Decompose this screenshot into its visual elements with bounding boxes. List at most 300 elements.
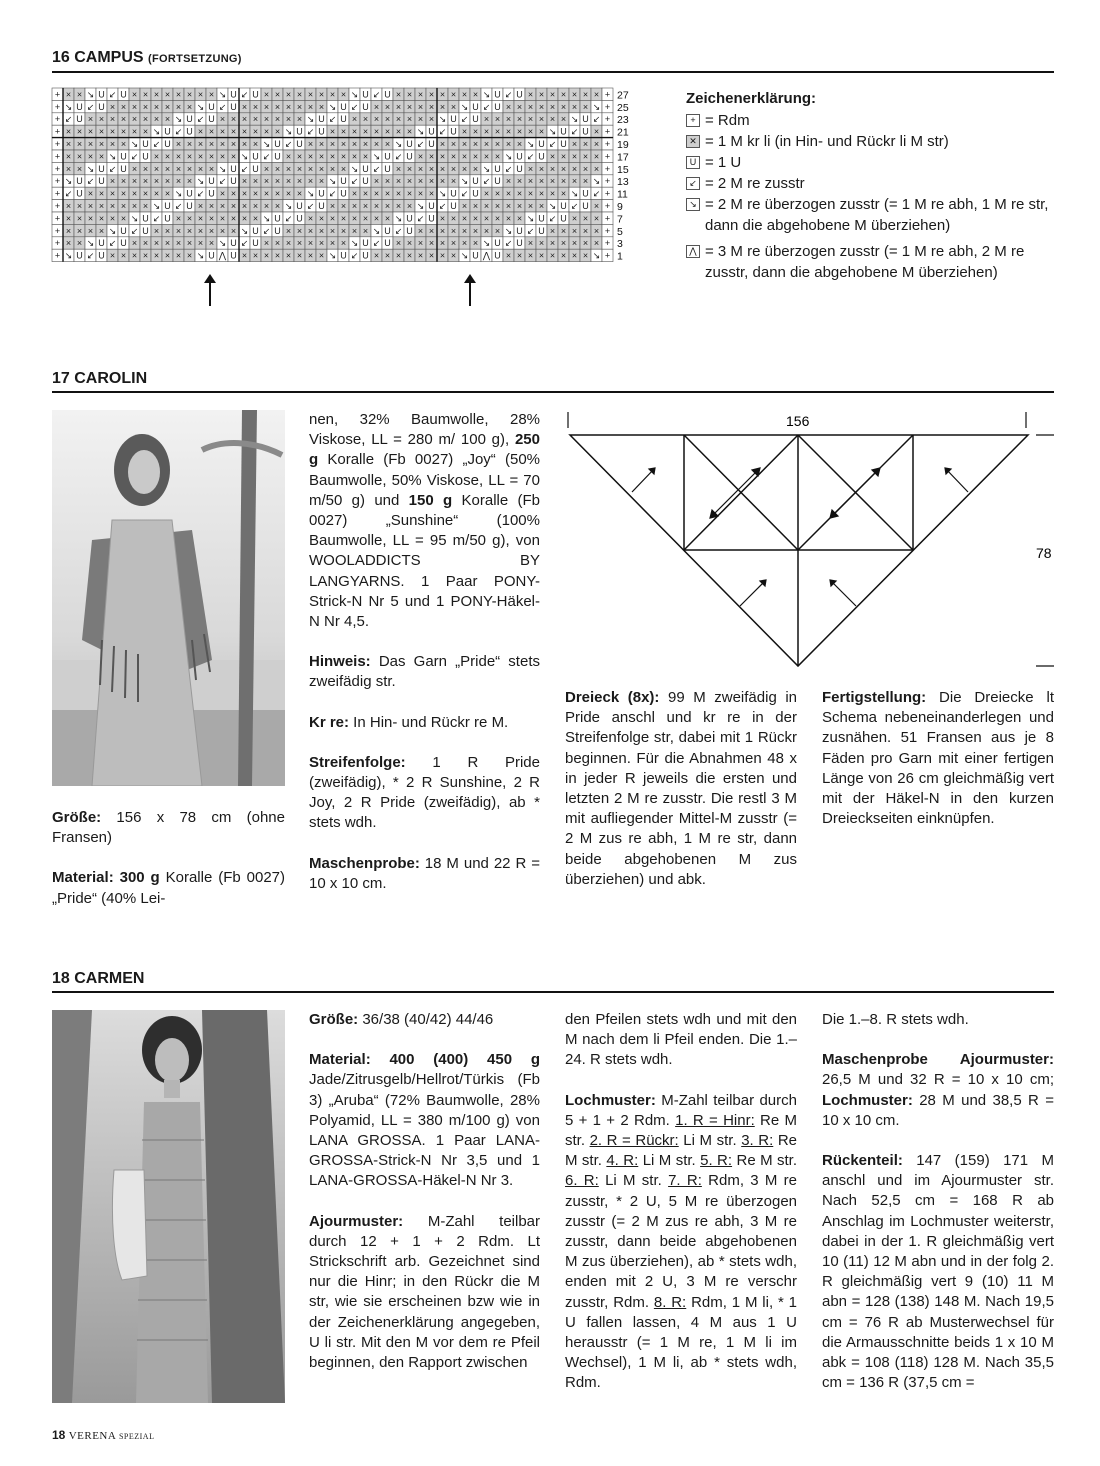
svg-text:×: × — [527, 114, 534, 125]
svg-text:×: × — [307, 225, 314, 236]
svg-text:×: × — [560, 225, 567, 236]
svg-text:×: × — [395, 188, 402, 199]
svg-text:+: + — [604, 114, 611, 125]
svg-text:×: × — [417, 101, 424, 112]
svg-text:×: × — [439, 176, 446, 187]
svg-text:↘: ↘ — [152, 201, 161, 211]
svg-text:×: × — [472, 213, 479, 224]
svg-text:U: U — [208, 188, 215, 199]
svg-text:×: × — [87, 151, 94, 162]
svg-text:+: + — [54, 126, 61, 137]
svg-text:×: × — [65, 89, 72, 100]
svg-text:×: × — [285, 188, 292, 199]
svg-text:×: × — [164, 238, 171, 249]
svg-text:×: × — [472, 126, 479, 137]
svg-text:×: × — [252, 101, 259, 112]
carolin-col-3 — [565, 688, 797, 910]
svg-text:×: × — [538, 250, 545, 261]
svg-text:×: × — [186, 225, 193, 236]
svg-text:×: × — [582, 238, 589, 249]
svg-text:×: × — [142, 201, 149, 211]
svg-text:×: × — [516, 176, 523, 187]
svg-text:U: U — [582, 201, 589, 211]
svg-text:U: U — [494, 163, 501, 174]
svg-text:×: × — [87, 213, 94, 224]
svg-text:×: × — [461, 139, 468, 149]
svg-text:×: × — [219, 213, 226, 224]
svg-text:↙: ↙ — [592, 188, 601, 199]
svg-text:U: U — [494, 176, 501, 187]
svg-text:U: U — [450, 126, 457, 137]
svg-text:U: U — [252, 151, 259, 162]
svg-text:×: × — [153, 114, 160, 125]
svg-text:×: × — [208, 238, 215, 249]
svg-text:×: × — [472, 238, 479, 249]
svg-text:×: × — [120, 101, 127, 112]
svg-text:×: × — [109, 188, 116, 199]
svg-text:U: U — [428, 139, 435, 149]
svg-text:×: × — [384, 250, 391, 261]
svg-text:↘: ↘ — [548, 126, 557, 137]
svg-text:↙: ↙ — [262, 151, 271, 162]
carolin-col-2 — [309, 410, 540, 914]
svg-text:×: × — [263, 250, 270, 261]
svg-text:×: × — [560, 250, 567, 261]
svg-text:×: × — [241, 101, 248, 112]
svg-text:×: × — [538, 201, 545, 211]
svg-text:×: × — [461, 201, 468, 211]
svg-text:↘: ↘ — [152, 126, 161, 137]
svg-text:+: + — [54, 225, 61, 236]
svg-text:×: × — [516, 126, 523, 137]
svg-text:×: × — [296, 101, 303, 112]
svg-text:×: × — [175, 213, 182, 224]
svg-text:×: × — [263, 201, 270, 211]
svg-text:U: U — [472, 114, 479, 125]
svg-text:↘: ↘ — [350, 238, 359, 249]
svg-text:↘: ↘ — [240, 151, 249, 162]
svg-text:↘: ↘ — [108, 151, 117, 162]
svg-text:×: × — [373, 176, 380, 187]
page-footer — [52, 1428, 154, 1442]
shawl-diagram — [560, 404, 1060, 674]
photo-carolin — [52, 410, 285, 786]
svg-text:+: + — [54, 238, 61, 249]
carmen-col-2 — [565, 1010, 797, 1414]
svg-text:×: × — [120, 250, 127, 261]
svg-text:×: × — [197, 238, 204, 249]
svg-text:×: × — [208, 225, 215, 236]
svg-text:×: × — [252, 139, 259, 149]
svg-text:↘: ↘ — [504, 225, 513, 236]
svg-text:×: × — [538, 176, 545, 187]
svg-text:×: × — [395, 126, 402, 137]
svg-text:×: × — [307, 139, 314, 149]
svg-text:U: U — [472, 176, 479, 187]
svg-text:×: × — [120, 139, 127, 149]
svg-text:×: × — [494, 213, 501, 224]
svg-text:↘: ↘ — [438, 188, 447, 199]
svg-text:↘: ↘ — [438, 114, 447, 125]
svg-text:U: U — [340, 101, 347, 112]
svg-text:↙: ↙ — [394, 225, 403, 236]
chart-row-number: 17 — [617, 151, 629, 164]
svg-text:×: × — [527, 188, 534, 199]
svg-text:U: U — [538, 151, 545, 162]
svg-text:U: U — [362, 101, 369, 112]
svg-text:×: × — [131, 188, 138, 199]
svg-text:×: × — [472, 201, 479, 211]
svg-text:×: × — [120, 176, 127, 187]
svg-text:×: × — [483, 151, 490, 162]
svg-text:+: + — [604, 201, 611, 211]
svg-text:U: U — [208, 114, 215, 125]
svg-text:↘: ↘ — [218, 163, 227, 174]
carolin-streifenfolge: Streifenfolge: 1 R Pride (zweifädig), * 2 R Sunshine, 2 R Joy, 2 R Pride (zweifädig), ab * stets wdh. — [309, 753, 540, 832]
svg-text:×: × — [186, 213, 193, 224]
svg-text:×: × — [472, 163, 479, 174]
svg-text:×: × — [263, 101, 270, 112]
svg-text:↘: ↘ — [130, 139, 139, 149]
svg-text:↘: ↘ — [416, 201, 425, 211]
svg-text:×: × — [395, 163, 402, 174]
svg-text:×: × — [153, 250, 160, 261]
svg-text:↙: ↙ — [108, 163, 117, 174]
svg-text:×: × — [98, 213, 105, 224]
svg-text:U: U — [120, 151, 127, 162]
svg-text:×: × — [307, 89, 314, 100]
svg-text:×: × — [505, 114, 512, 125]
svg-text:×: × — [549, 188, 556, 199]
svg-text:U: U — [450, 201, 457, 211]
svg-text:×: × — [208, 163, 215, 174]
photo-carmen — [52, 1010, 285, 1403]
svg-text:+: + — [604, 176, 611, 187]
svg-text:U: U — [142, 225, 149, 236]
svg-text:×: × — [252, 213, 259, 224]
svg-text:×: × — [461, 89, 468, 100]
svg-text:×: × — [120, 213, 127, 224]
svg-text:U: U — [252, 238, 259, 249]
svg-text:U: U — [516, 163, 523, 174]
carolin-krre: Kr re: In Hin- und Rückr re M. — [309, 713, 509, 731]
svg-text:U: U — [362, 250, 369, 261]
chart-row-number: 25 — [617, 101, 629, 114]
svg-text:×: × — [538, 188, 545, 199]
svg-text:×: × — [241, 250, 248, 261]
carmen-col-3 — [822, 1010, 1054, 1413]
svg-text:↙: ↙ — [526, 151, 535, 162]
svg-text:×: × — [186, 176, 193, 187]
svg-text:×: × — [362, 114, 369, 125]
svg-text:↘: ↘ — [350, 163, 359, 174]
svg-text:U: U — [230, 176, 237, 187]
svg-text:×: × — [175, 163, 182, 174]
svg-text:×: × — [505, 176, 512, 187]
knitting-chart — [50, 86, 650, 308]
svg-text:U: U — [98, 176, 105, 187]
svg-text:×: × — [76, 151, 83, 162]
svg-text:U: U — [274, 139, 281, 149]
svg-text:×: × — [131, 126, 138, 137]
svg-text:×: × — [197, 225, 204, 236]
svg-text:×: × — [571, 250, 578, 261]
svg-text:×: × — [417, 176, 424, 187]
chart-arrow-right — [204, 274, 216, 306]
svg-text:U: U — [318, 201, 325, 211]
svg-text:×: × — [461, 238, 468, 249]
svg-text:×: × — [571, 101, 578, 112]
carolin-maschenprobe: Maschenprobe: 18 M und 22 R = 10 x 10 cm. — [309, 854, 540, 892]
svg-text:×: × — [582, 89, 589, 100]
svg-text:×: × — [505, 213, 512, 224]
svg-text:U: U — [98, 250, 105, 261]
svg-text:×: × — [417, 114, 424, 125]
svg-text:×: × — [208, 139, 215, 149]
svg-text:×: × — [285, 89, 292, 100]
svg-text:×: × — [318, 225, 325, 236]
svg-text:+: + — [54, 213, 61, 224]
svg-text:×: × — [340, 238, 347, 249]
svg-text:×: × — [329, 213, 336, 224]
svg-text:↙: ↙ — [240, 163, 249, 174]
svg-text:×: × — [329, 89, 336, 100]
svg-text:U: U — [164, 126, 171, 137]
svg-text:×: × — [230, 201, 237, 211]
svg-text:↘: ↘ — [306, 188, 315, 199]
svg-text:×: × — [274, 126, 281, 137]
svg-text:+: + — [54, 151, 61, 162]
svg-text:×: × — [164, 163, 171, 174]
svg-text:×: × — [197, 213, 204, 224]
svg-text:×: × — [131, 238, 138, 249]
svg-text:×: × — [274, 101, 281, 112]
svg-text:×: × — [109, 176, 116, 187]
svg-text:↙: ↙ — [504, 163, 513, 174]
svg-text:U: U — [428, 201, 435, 211]
svg-text:×: × — [153, 101, 160, 112]
svg-text:↙: ↙ — [548, 139, 557, 149]
svg-text:U: U — [516, 89, 523, 100]
svg-text:×: × — [571, 163, 578, 174]
svg-text:↙: ↙ — [328, 188, 337, 199]
svg-text:×: × — [362, 188, 369, 199]
svg-text:×: × — [142, 163, 149, 174]
svg-text:×: × — [340, 126, 347, 137]
svg-text:×: × — [439, 213, 446, 224]
svg-text:×: × — [252, 188, 259, 199]
svg-text:+: + — [604, 163, 611, 174]
svg-text:U: U — [538, 213, 545, 224]
svg-text:↘: ↘ — [284, 201, 293, 211]
svg-text:×: × — [153, 238, 160, 249]
svg-text:U: U — [340, 250, 347, 261]
u-square-icon: U — [686, 156, 700, 169]
svg-text:×: × — [153, 225, 160, 236]
svg-text:×: × — [362, 126, 369, 137]
svg-text:×: × — [142, 114, 149, 125]
svg-text:+: + — [604, 126, 611, 137]
svg-text:U: U — [494, 250, 501, 261]
svg-text:U: U — [142, 139, 149, 149]
svg-text:×: × — [505, 139, 512, 149]
svg-text:×: × — [329, 201, 336, 211]
legend-item-ueberzogen: ↘ = 2 M re überzogen zusstr (= 1 M re abh, 1 M re str, dann die abgehobene M überziehen) — [686, 194, 1056, 236]
svg-text:×: × — [318, 163, 325, 174]
svg-text:↘: ↘ — [86, 89, 95, 100]
svg-text:×: × — [582, 151, 589, 162]
svg-text:U: U — [384, 225, 391, 236]
svg-text:×: × — [450, 250, 457, 261]
svg-text:×: × — [395, 176, 402, 187]
svg-text:↙: ↙ — [328, 114, 337, 125]
svg-text:×: × — [373, 213, 380, 224]
svg-text:+: + — [604, 89, 611, 100]
carmen-maschenprobe: Maschenprobe Ajourmuster: 26,5 M und 32 R = 10 x 10 cm; Lochmuster: 28 M und 38,5 R = 10 x 10 cm. — [822, 1051, 1054, 1129]
svg-text:U: U — [186, 126, 193, 137]
svg-text:×: × — [65, 151, 72, 162]
svg-text:×: × — [549, 238, 556, 249]
svg-text:×: × — [483, 213, 490, 224]
svg-text:×: × — [362, 151, 369, 162]
svg-text:×: × — [296, 188, 303, 199]
svg-text:×: × — [406, 176, 413, 187]
svg-text:×: × — [351, 126, 358, 137]
legend-item-3m: ⋀ = 3 M re überzogen zusstr (= 1 M re abh, 2 M re zusstr, dann die abgehobene M überziehen) — [686, 241, 1056, 283]
svg-text:×: × — [131, 101, 138, 112]
svg-text:U: U — [274, 151, 281, 162]
svg-text:×: × — [175, 225, 182, 236]
svg-text:×: × — [428, 250, 435, 261]
svg-text:×: × — [65, 201, 72, 211]
svg-text:×: × — [87, 188, 94, 199]
svg-text:U: U — [252, 225, 259, 236]
svg-text:×: × — [252, 176, 259, 187]
svg-text:×: × — [582, 176, 589, 187]
svg-text:×: × — [560, 238, 567, 249]
svg-text:×: × — [241, 176, 248, 187]
carolin-col-1 — [52, 808, 285, 929]
svg-text:×: × — [406, 250, 413, 261]
svg-text:×: × — [153, 188, 160, 199]
chart-row-number: 7 — [617, 213, 623, 226]
svg-text:×: × — [351, 188, 358, 199]
svg-text:U: U — [164, 139, 171, 149]
svg-text:+: + — [604, 139, 611, 149]
diagram-width-label: 156 — [786, 413, 810, 429]
svg-text:U: U — [428, 213, 435, 224]
svg-text:×: × — [417, 89, 424, 100]
svg-text:×: × — [384, 188, 391, 199]
svg-text:×: × — [593, 151, 600, 162]
svg-text:×: × — [87, 114, 94, 125]
svg-text:×: × — [428, 114, 435, 125]
svg-text:×: × — [296, 151, 303, 162]
svg-text:×: × — [483, 139, 490, 149]
svg-text:×: × — [98, 188, 105, 199]
svg-text:↙: ↙ — [438, 126, 447, 137]
svg-text:U: U — [406, 139, 413, 149]
svg-text:×: × — [560, 89, 567, 100]
svg-text:×: × — [362, 201, 369, 211]
svg-text:×: × — [230, 151, 237, 162]
svg-text:×: × — [274, 238, 281, 249]
svg-text:×: × — [373, 250, 380, 261]
svg-text:+: + — [54, 188, 61, 199]
svg-text:↘: ↘ — [196, 250, 205, 261]
svg-text:↙: ↙ — [218, 176, 227, 187]
svg-text:×: × — [384, 126, 391, 137]
svg-text:×: × — [329, 151, 336, 162]
svg-text:×: × — [208, 201, 215, 211]
svg-text:U: U — [560, 139, 567, 149]
carmen-ajour-cont: den Pfeilen stets wdh und mit den M nach dem li Pfeil enden. Die 1.–24. R stets wdh. — [565, 1011, 797, 1069]
svg-text:×: × — [439, 151, 446, 162]
svg-text:×: × — [197, 126, 204, 137]
svg-text:×: × — [131, 114, 138, 125]
svg-text:×: × — [494, 114, 501, 125]
svg-text:×: × — [296, 89, 303, 100]
svg-text:↙: ↙ — [240, 238, 249, 249]
svg-text:×: × — [549, 225, 556, 236]
svg-text:×: × — [450, 238, 457, 249]
svg-text:×: × — [87, 126, 94, 137]
svg-text:↘: ↘ — [482, 163, 491, 174]
svg-text:U: U — [472, 188, 479, 199]
svg-text:×: × — [505, 188, 512, 199]
svg-text:×: × — [153, 89, 160, 100]
svg-text:U: U — [274, 225, 281, 236]
svg-text:×: × — [527, 126, 534, 137]
svg-text:U: U — [384, 163, 391, 174]
svg-text:U: U — [362, 89, 369, 100]
legend-item-kr-li: ✕ = 1 M kr li (in Hin- und Rückr li M str) — [686, 131, 1056, 152]
svg-text:×: × — [406, 188, 413, 199]
chart-row-number: 13 — [617, 176, 629, 189]
svg-text:↘: ↘ — [570, 188, 579, 199]
svg-text:↘: ↘ — [196, 176, 205, 187]
svg-text:×: × — [450, 213, 457, 224]
carmen-ajourmuster: Ajourmuster: M-Zahl teilbar durch 12 + 1 + 2 Rdm. Lt Strickschrift arb. Gezeichnet sind nur die Hinr; in den Rückr die M str, wie sie erscheinen bzw wie in der Zeichenerklärung angegeben, U li str. Mit den M vor dem re Pfeil beginnen, den Rapport zwischen — [309, 1212, 540, 1372]
svg-text:×: × — [516, 114, 523, 125]
left-lean-decrease-icon: ↘ — [686, 198, 700, 211]
svg-text:×: × — [142, 250, 149, 261]
svg-text:U: U — [340, 114, 347, 125]
svg-text:×: × — [120, 126, 127, 137]
chart-grid — [52, 88, 613, 262]
svg-text:×: × — [483, 114, 490, 125]
svg-text:×: × — [593, 225, 600, 236]
svg-text:×: × — [175, 139, 182, 149]
svg-text:×: × — [219, 139, 226, 149]
svg-text:×: × — [461, 151, 468, 162]
svg-text:×: × — [494, 126, 501, 137]
svg-text:×: × — [109, 126, 116, 137]
svg-text:×: × — [285, 238, 292, 249]
svg-text:↘: ↘ — [86, 238, 95, 249]
svg-text:×: × — [527, 238, 534, 249]
svg-text:×: × — [439, 139, 446, 149]
svg-text:×: × — [483, 188, 490, 199]
svg-text:U: U — [274, 213, 281, 224]
svg-text:U: U — [516, 225, 523, 236]
svg-text:↙: ↙ — [570, 126, 579, 137]
svg-text:×: × — [450, 163, 457, 174]
svg-text:×: × — [340, 89, 347, 100]
svg-text:×: × — [296, 163, 303, 174]
svg-text:U: U — [362, 176, 369, 187]
svg-text:×: × — [527, 201, 534, 211]
